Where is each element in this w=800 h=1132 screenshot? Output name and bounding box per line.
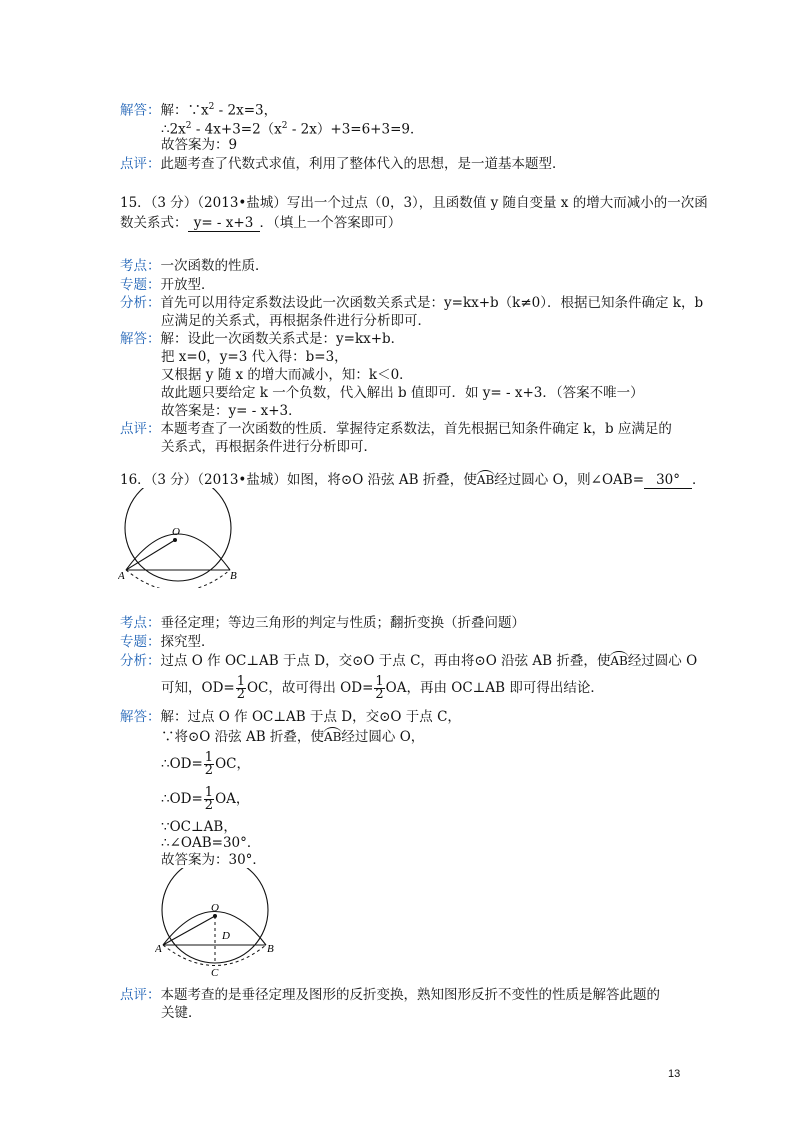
fraction-half: $\frac{1}{2}$ [236, 674, 245, 702]
label-o: O [172, 526, 180, 538]
label-b: B [267, 943, 274, 955]
page-number: 13 [668, 1068, 681, 1080]
folded-arc [126, 534, 230, 570]
p16-fenxi-line2: 可知，OD= $\frac{1}{2}$ OC，故可得出 OD= $\frac{1}{2}$ OA，再由 OC⊥AB 即可得出结论． [161, 674, 604, 702]
p16-solve-line2: ∵将⊙O 沿弦 AB 折叠，使AB经过圆心 O， [161, 729, 425, 745]
center-point [213, 914, 217, 918]
p16-answer-blank: 30° [644, 472, 692, 489]
arc-ab-symbol: AB [477, 470, 494, 486]
p14-answer: 故答案为：9 [161, 137, 238, 153]
p15-question-line1: 15．（3 分）（2013•盐城）写出一个过点（0，3），且函数值 y 随自变量 x 的增大而减小的一次函 [120, 195, 708, 211]
fraction-half: $\frac{1}{2}$ [204, 750, 214, 778]
p16-fenxi-line1: 分析：过点 O 作 OC⊥AB 于点 D，交⊙O 于点 C，再由将⊙O 沿弦 AB 折叠，使AB经过圆心 O [120, 653, 698, 669]
p16-solve-line3: ∴OD= $\frac{1}{2}$ OC， [161, 750, 250, 778]
p15-answer-blank: y= - x+3 [188, 215, 260, 232]
figure-circle-fold-solution [155, 868, 285, 978]
p15-zhuanti: 专题：开放型． [120, 277, 215, 293]
p14-solve-line1: 解答：解：$\because x^2 - 2x=3$， [120, 102, 278, 119]
p16-comment-line2: 关键． [161, 1005, 202, 1021]
p15-question-line2: 数关系式： y= - x+3 ．（填上一个答案即可） [120, 215, 402, 231]
p16-zhuanti: 专题：探究型． [120, 634, 215, 650]
label-d: D [222, 930, 230, 942]
p16-solve-line6: ∴∠OAB=30°． [161, 835, 261, 851]
p15-solve-line4: 故此题只要给定 k 一个负数，代入解出 b 值即可．如 y= - x+3．（答案不唯一） [161, 385, 644, 401]
p16-solve-line4: ∴OD= $\frac{1}{2}$ OA， [161, 785, 250, 813]
label-a: A [118, 570, 125, 582]
fraction-half: $\frac{1}{2}$ [204, 785, 214, 813]
label-c: C [211, 967, 219, 978]
p15-kaodian: 考点：一次函数的性质． [120, 258, 269, 274]
p16-comment-line1: 点评：本题考查的是垂径定理及图形的反折变换，熟知图形反折不变性的性质是解答此题的 [120, 987, 660, 1003]
p15-solve-line2: 把 x=0，y=3 代入得：b=3， [161, 349, 348, 365]
p14-solve-line2: $\therefore 2x^2 - 4x+3=2(x^2 - 2x)+3=6+3=9$． [161, 121, 424, 138]
p15-fenxi-line2: 应满足的关系式，再根据条件进行分析即可． [161, 313, 431, 329]
p16-solve-line5: ∵OC⊥AB， [161, 819, 237, 835]
label-a: A [155, 943, 162, 955]
figure-circle-fold [118, 488, 250, 588]
center-point [173, 538, 177, 542]
p15-solve-line3: 又根据 y 随 x 的增大而减小，知：k＜0． [161, 367, 413, 383]
p15-solve-line1: 解答：解：设此一次函数关系式是：y=kx+b． [120, 331, 405, 347]
p16-question: 16．（3 分）（2013•盐城）如图，将⊙O 沿弦 AB 折叠，使AB经过圆心 O，则∠OAB= 30° ． [120, 472, 706, 488]
label-o: O [211, 902, 219, 914]
p15-comment-line1: 点评：本题考查了一次函数的性质．掌握待定系数法，首先根据已知条件确定 k，b 应满足的 [120, 421, 672, 437]
p15-solve-line5: 故答案是：y= - x+3． [161, 403, 302, 419]
p16-solve-line1: 解答：解：过点 O 作 OC⊥AB 于点 D，交⊙O 于点 C， [120, 709, 461, 725]
dashed-arc [126, 570, 230, 588]
p15-fenxi-line1: 分析：首先可以用待定系数法设此一次函数关系式是：y=kx+b（k≠0）．根据已知条件确定 k，b [120, 295, 704, 311]
label-solution: 解答： [120, 102, 161, 119]
label-b: B [230, 570, 237, 582]
p16-kaodian: 考点：垂径定理；等边三角形的判定与性质；翻折变换（折叠问题） [120, 615, 525, 631]
p14-comment: 点评：此题考查了代数式求值，利用了整体代入的思想，是一道基本题型． [120, 156, 566, 172]
fraction-half: $\frac{1}{2}$ [375, 674, 384, 702]
p16-solve-line7: 故答案为：30°． [161, 852, 266, 868]
p15-comment-line2: 关系式，再根据条件进行分析即可． [161, 439, 377, 455]
